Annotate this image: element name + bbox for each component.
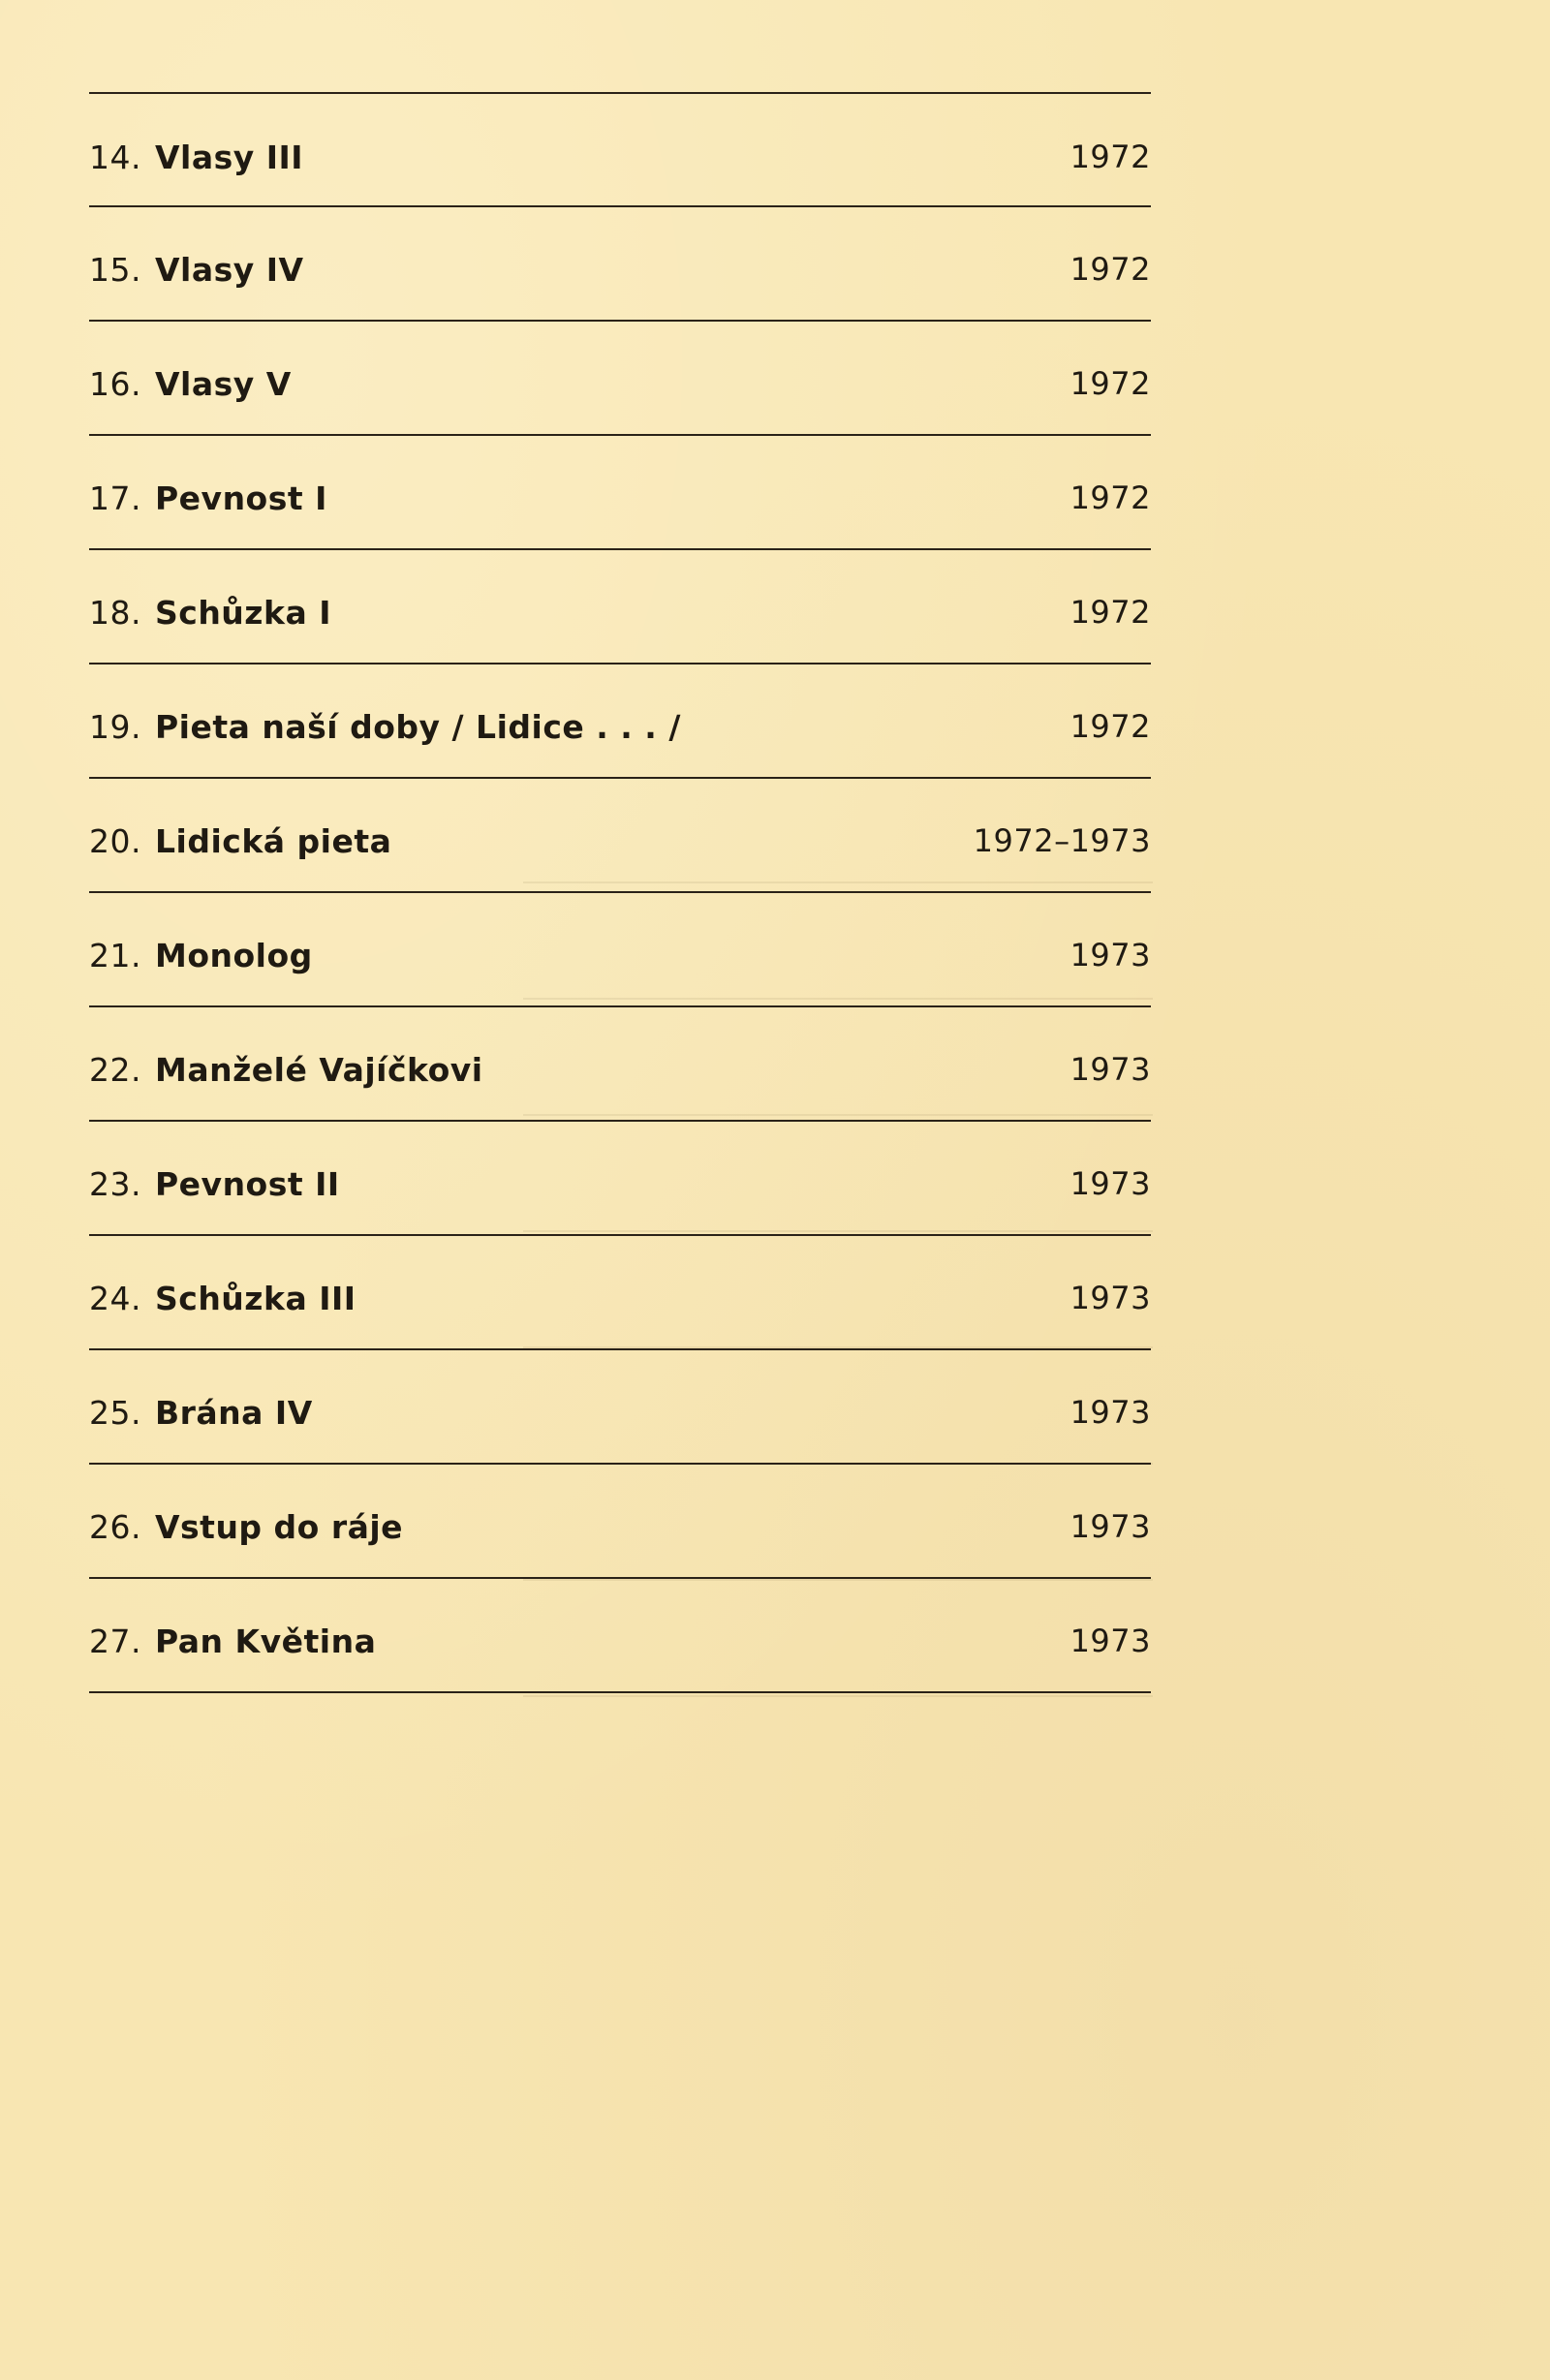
item-title: Schůzka I <box>154 593 331 632</box>
list-item <box>89 355 1151 413</box>
item-year: 1973 <box>1070 937 1151 974</box>
item-number: 16. <box>89 364 141 403</box>
divider <box>89 1691 1151 1693</box>
item-number: 18. <box>89 593 141 632</box>
item-year: 1972 <box>1070 251 1151 288</box>
item-title: Manželé Vajíčkovi <box>154 1050 483 1089</box>
item-title: Monolog <box>154 936 313 974</box>
item-number: 20. <box>89 821 141 860</box>
item-year: 1972 <box>1070 479 1151 516</box>
item-year: 1973 <box>1070 1394 1151 1431</box>
list-item <box>89 1498 1151 1556</box>
list-item <box>89 812 1151 870</box>
item-year: 1973 <box>1070 1051 1151 1088</box>
list-item <box>89 926 1151 984</box>
item-year: 1973 <box>1070 1280 1151 1316</box>
item-title: Pieta naší doby / Lidice . . . / <box>154 707 681 746</box>
divider <box>89 1348 1151 1350</box>
item-year: 1972 <box>1070 365 1151 402</box>
item-year: 1972–1973 <box>973 822 1151 859</box>
list-item <box>89 128 1151 186</box>
list-item <box>89 1269 1151 1327</box>
item-year: 1973 <box>1070 1508 1151 1545</box>
item-title: Brána IV <box>154 1393 313 1432</box>
item-number: 23. <box>89 1164 141 1203</box>
list-item <box>89 469 1151 527</box>
item-year: 1973 <box>1070 1165 1151 1202</box>
item-year: 1972 <box>1070 594 1151 631</box>
divider <box>89 1005 1151 1007</box>
item-title: Vlasy III <box>154 138 304 176</box>
divider <box>89 205 1151 207</box>
divider <box>89 1577 1151 1579</box>
divider <box>89 320 1151 322</box>
list-item <box>89 583 1151 641</box>
divider <box>89 92 1151 94</box>
item-number: 21. <box>89 936 141 974</box>
list-item <box>89 240 1151 298</box>
item-number: 17. <box>89 479 141 517</box>
list-item <box>89 1383 1151 1441</box>
list-item <box>89 1040 1151 1098</box>
item-title: Schůzka III <box>154 1279 356 1317</box>
item-number: 15. <box>89 250 141 289</box>
list-item <box>89 1612 1151 1670</box>
item-number: 24. <box>89 1279 141 1317</box>
item-year: 1973 <box>1070 1623 1151 1659</box>
item-number: 22. <box>89 1050 141 1089</box>
item-title: Vlasy IV <box>154 250 304 289</box>
item-number: 25. <box>89 1393 141 1432</box>
list-item <box>89 697 1151 756</box>
divider <box>89 777 1151 779</box>
divider <box>89 891 1151 893</box>
item-title: Pan Květina <box>154 1622 377 1660</box>
divider <box>89 1120 1151 1122</box>
item-number: 26. <box>89 1507 141 1546</box>
item-title: Lidická pieta <box>154 821 392 860</box>
item-title: Vlasy V <box>154 364 292 403</box>
list-item <box>89 1155 1151 1213</box>
item-number: 27. <box>89 1622 141 1660</box>
item-title: Pevnost II <box>154 1164 340 1203</box>
item-title: Vstup do ráje <box>154 1507 404 1546</box>
divider <box>89 1234 1151 1236</box>
item-number: 14. <box>89 138 141 176</box>
divider <box>89 548 1151 550</box>
item-year: 1972 <box>1070 139 1151 175</box>
divider <box>89 663 1151 665</box>
item-year: 1972 <box>1070 708 1151 745</box>
item-title: Pevnost I <box>154 479 327 517</box>
divider <box>89 1463 1151 1465</box>
divider <box>89 434 1151 436</box>
item-number: 19. <box>89 707 141 746</box>
